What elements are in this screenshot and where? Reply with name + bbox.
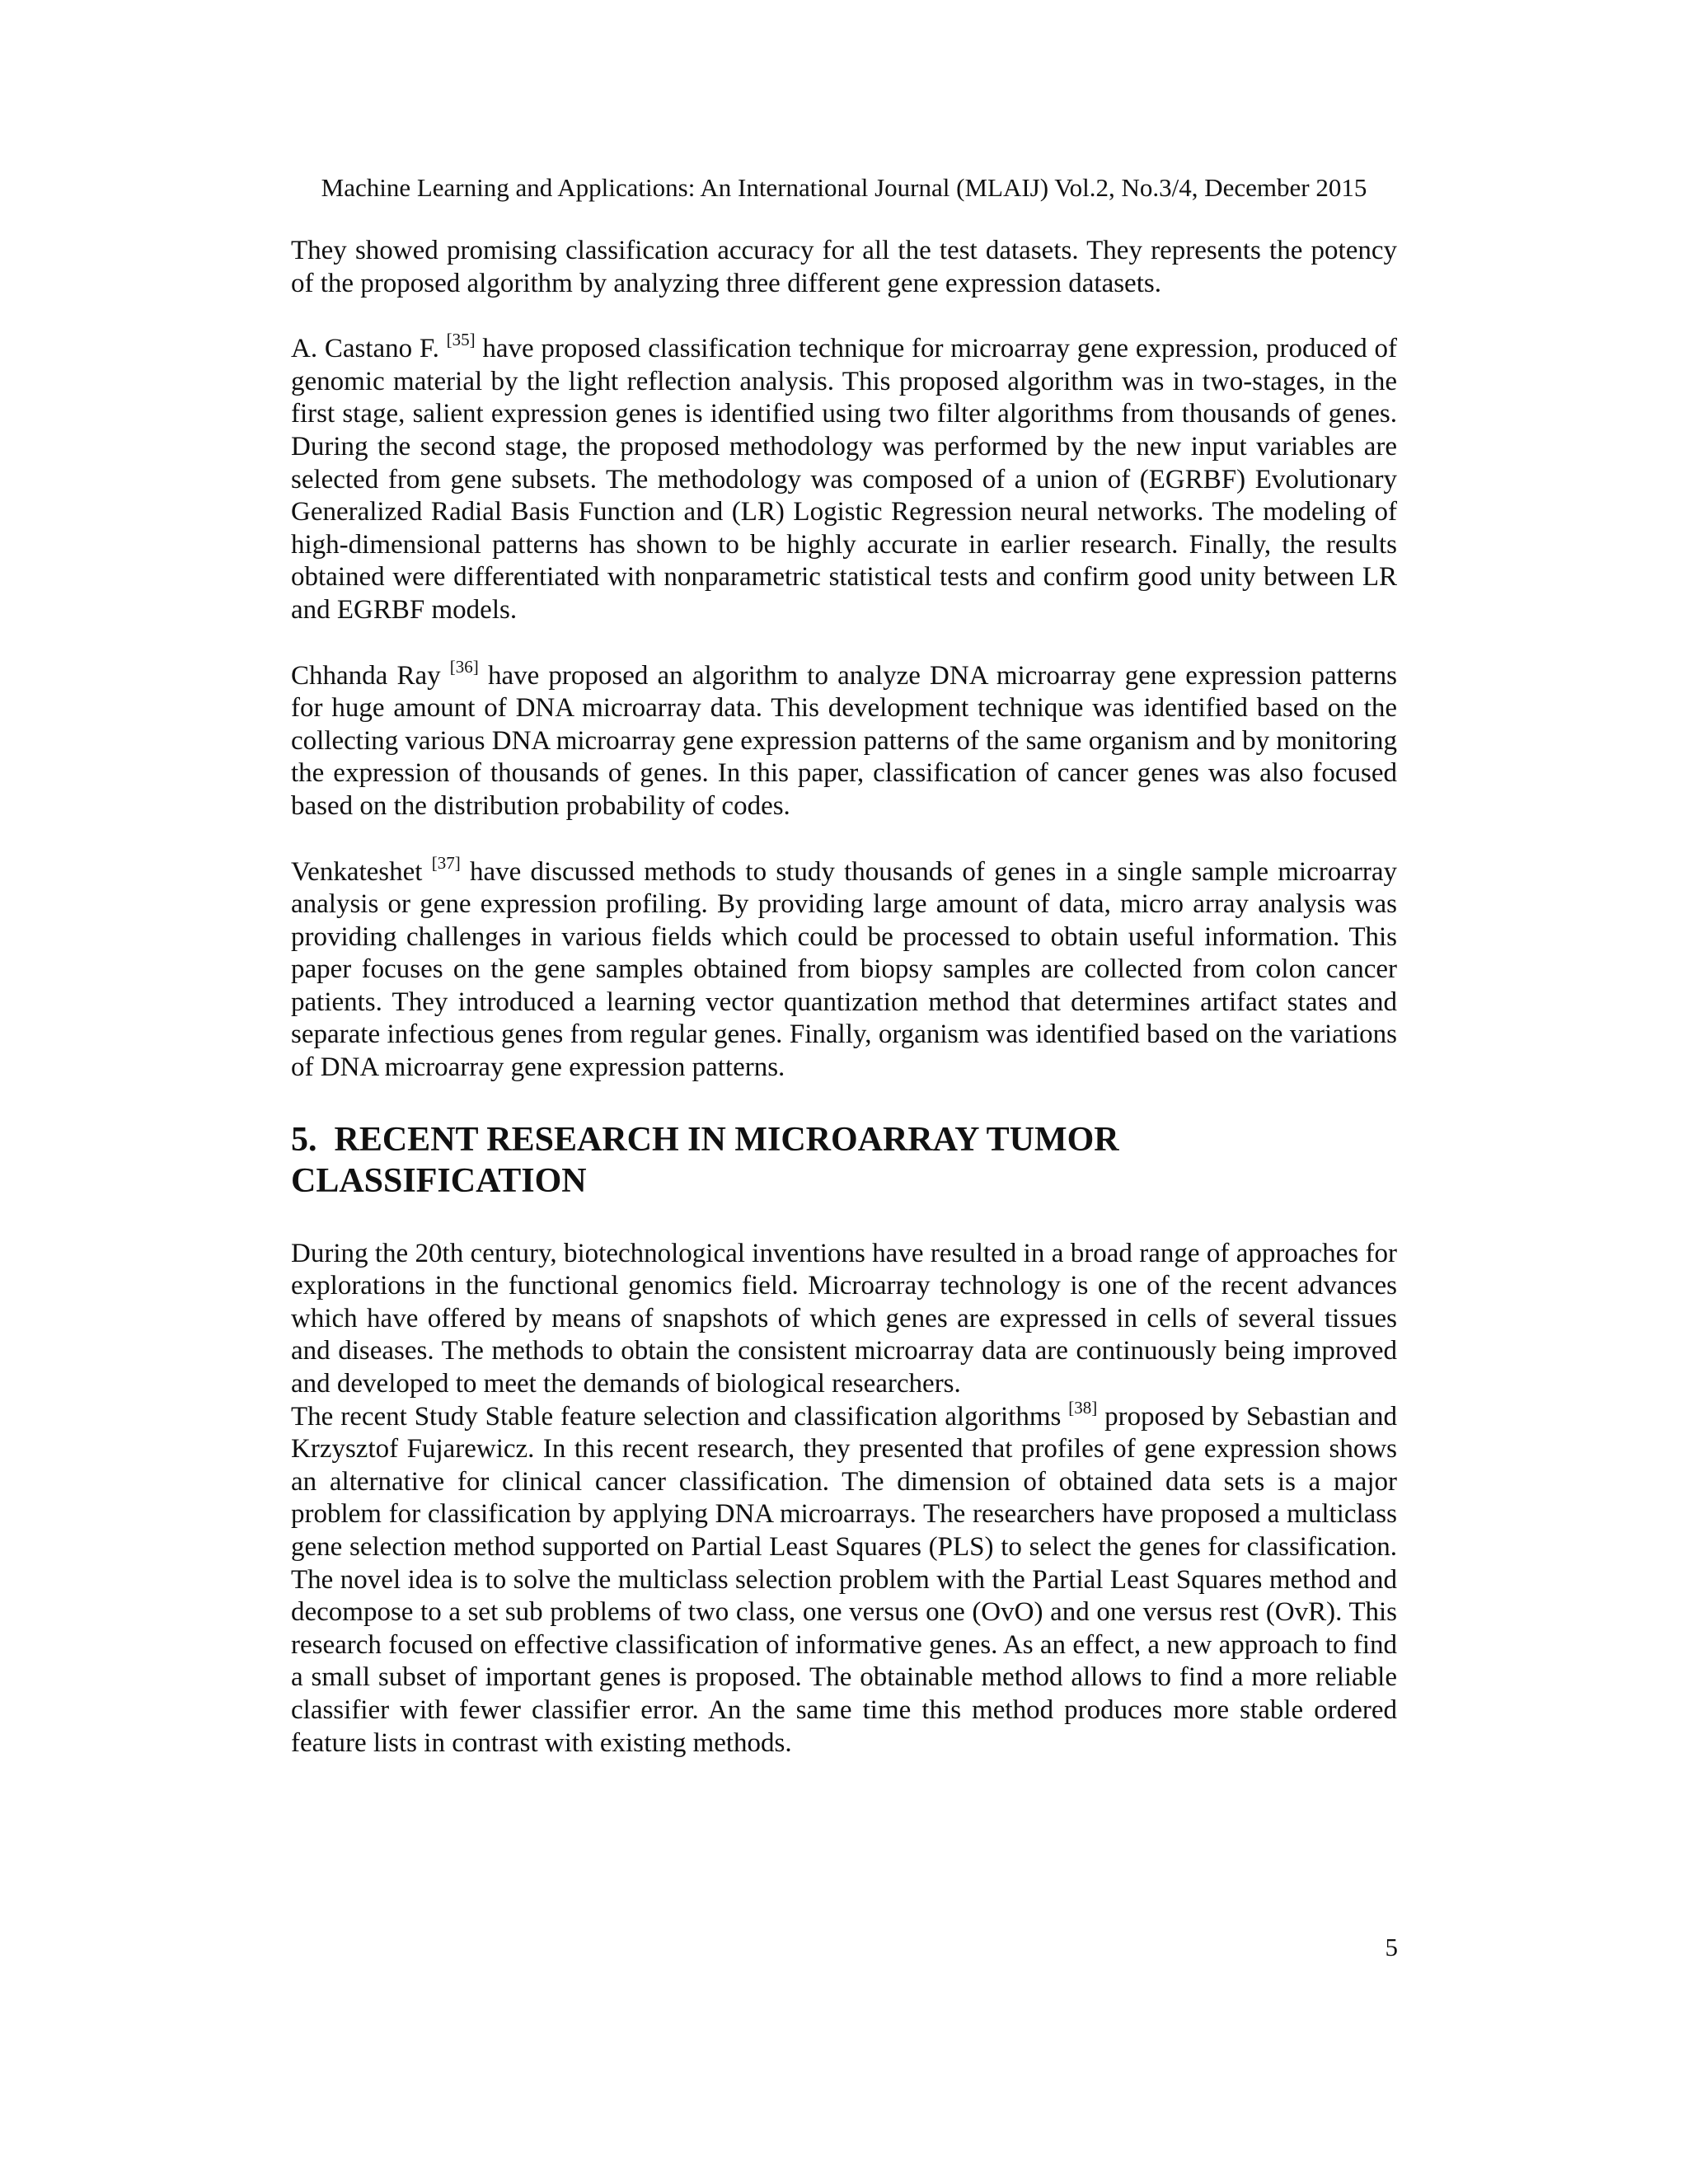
citation-38: [38] [1068, 1397, 1098, 1418]
paragraph-ray [291, 656, 1397, 823]
citation-35: [35] [446, 330, 476, 350]
citation-36: [36] [449, 656, 479, 677]
citation-37: [37] [431, 852, 461, 873]
body-text [291, 235, 1397, 1760]
paragraph-text: Chhanda Ray [291, 660, 450, 691]
running-header: Machine Learning and Applications: An International Journal (MLAIJ) Vol.2, No.3/4, December 2015 [321, 173, 1367, 202]
section-heading-line-2: CLASSIFICATION [291, 1161, 587, 1200]
section-heading-line-1: 5. RECENT RESEARCH IN MICROARRAY TUMOR [291, 1120, 1119, 1159]
paragraph-castano [291, 330, 1397, 626]
paragraph-text: have proposed classification technique for microarray gene expression, produced of genomic material by the light reflection analysis. This proposed algorithm was in two-stages, in the first stage, salient expression genes is identified using two filter algorithms from thousands of genes. During the second stage, the proposed methodology was performed by the new input variables are selected from gene subsets. The methodology was composed of a union of (EGRBF) Evolutionary Generalized Radial Basis Function and (LR) Logistic Regression neural networks. The modeling of high-dimensional patterns has shown to be highly accurate in earlier research. Finally, the results obtained were differentiated with nonparametric statistical tests and confirm good unity between LR and EGRBF models. [291, 334, 1397, 625]
paragraph-stable-feature-selection [291, 1397, 1397, 1760]
paragraph-text: A. Castano F. [291, 334, 447, 364]
paragraph-text: They showed promising classification accuracy for all the test datasets. They represents the potency of the proposed algorithm by analyzing three different gene expression datasets. [291, 236, 1397, 298]
paragraph-section-intro [291, 1238, 1397, 1401]
paragraph-text: The recent Study Stable feature selection and classification algorithms [291, 1401, 1069, 1432]
paragraph-text: proposed by Sebastian and Krzysztof Fujarewicz. In this recent research, they presented that profiles of gene expression shows an alternative for clinical cancer classification. The dimension of obtained data sets is a major problem for classification by applying DNA microarrays. The researchers have proposed a multiclass gene selection method supported on Partial Least Squares (PLS) to select the genes for classification. The novel idea is to solve the multiclass selection problem with the Partial Least Squares method and decompose to a set sub problems of two class, one versus one (OvO) and one versus rest (OvR). This research focused on effective classification of informative genes. As an effect, a new approach to find a small subset of important genes is proposed. The obtainable method allows to find a more reliable classifier with fewer classifier error. An the same time this method produces more stable ordered feature lists in contrast with existing methods. [291, 1401, 1397, 1758]
paragraph-text: During the 20th century, biotechnological inventions have resulted in a broad range of approaches for explorations in the functional genomics field. Microarray technology is one of the recent advances which have offered by means of snapshots of which genes are expressed in cells of several tissues and diseases. The methods to obtain the consistent microarray data are continuously being improved and developed to meet the demands of biological researchers. [291, 1238, 1397, 1399]
paragraph-venkatesh [291, 852, 1397, 1085]
paragraph-continued [291, 235, 1397, 300]
paragraph-text: have discussed methods to study thousands of genes in a single sample microarray analysis or gene expression profiling. By providing large amount of data, micro array analysis was providing challenges in various fields which could be processed to obtain useful information. This paper focuses on the gene samples obtained from biopsy samples are collected from colon cancer patients. They introduced a learning vector quantization method that determines artifact states and separate infectious genes from regular genes. Finally, organism was identified based on the variations of DNA microarray gene expression patterns. [291, 856, 1397, 1083]
paragraph-text: have proposed an algorithm to analyze DNA microarray gene expression patterns for huge amount of DNA microarray data. This development technique was identified based on the collecting various DNA microarray gene expression patterns of the same organism and by monitoring the expression of thousands of genes. In this paper, classification of cancer genes was also focused based on the distribution probability of codes. [291, 660, 1397, 821]
page-number: 5 [1385, 1933, 1398, 1961]
section-heading [291, 1119, 1397, 1202]
paragraph-text: Venkateshet [291, 856, 432, 887]
